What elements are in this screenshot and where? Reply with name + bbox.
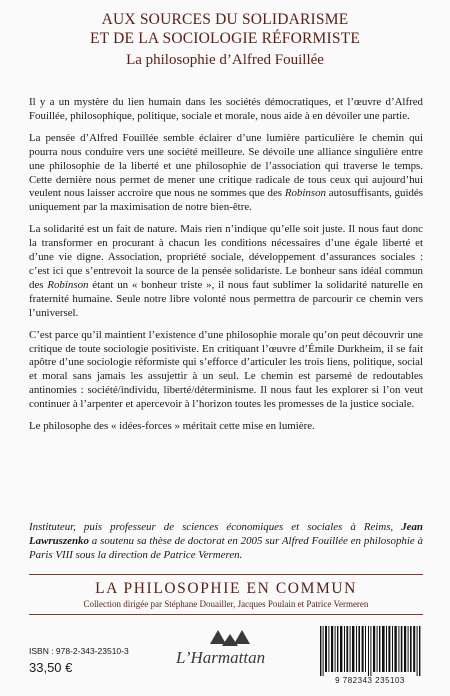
blurb-paragraph-4: C’est parce qu’il maintient l’existence d’une philosophie morale qu’on peut découvrir une critique de toute sociologie positiviste. En critiquant l’œuvre d’Émile Durkheim, il se fait apôtre d’une sociologie réformiste qui s’efforce d’articuler les trois liens, politique, social et moral sans jamais les assujettir à un seul. Le chemin est parsemé de redoutables antinomies : société/individu, liberté/déterminisme. Il nous faut les explorer si l’on veut continuer à l’arpenter et apercevoir à l’horizon toutes les promesses de la justice sociale. bbox=[29, 328, 423, 411]
isbn: ISBN : 978-2-343-23510-3 bbox=[29, 646, 129, 656]
book-title: AUX SOURCES DU SOLIDARISME ET DE LA SOCIOLOGIE RÉFORMISTE bbox=[89, 11, 361, 47]
barcode-icon bbox=[318, 626, 422, 676]
series-rule-top bbox=[29, 574, 423, 575]
author-bio: Instituteur, puis professeur de sciences économiques et sociales à Reims, Jean Lawruszenko a soutenu sa thèse de doctorat en 2005 sur Alfred Fouillée en philosophie à Paris VIII sous la direction de Patrice Vermeren. bbox=[29, 521, 423, 561]
blurb-paragraph-2: La pensée d’Alfred Fouillée semble éclairer d’une lumière particulière le chemin qui pourra nous conduire vers une société meilleure. Se dévoile une alliance singulière entre une philosophie de la liberté et une philosophie de l’association qui traverse le temps. Cette dernière nous permet de mener une critique radicale de tous ceux qui aujourd’hui veulent nous laisser accroire que nous ne sommes que des Robinson autosuffisants, guidés uniquement par la maximisation de notre bien-être. bbox=[29, 131, 423, 214]
blurb-paragraph-5: Le philosophe des « idées-forces » méritait cette mise en lumière. bbox=[29, 420, 315, 433]
author-name: Jean Lawruszenko bbox=[29, 521, 423, 547]
price: 33,50 € bbox=[29, 660, 73, 675]
publisher-name: L’Harmattan bbox=[176, 648, 266, 667]
book-subtitle: La philosophie d’Alfred Fouillée bbox=[126, 52, 324, 68]
blurb-paragraph-1: Il y a un mystère du lien humain dans les sociétés démocratiques, et l’œuvre d’Alfred Fouillée, philosophique, politique, sociale et morale, nous aide à en dévoiler une partie. bbox=[29, 96, 423, 122]
blurb-paragraph-3: La solidarité est un fait de nature. Mais rien n’indique qu’elle soit juste. Il nous faut donc la transformer en procurant à chacun les conditions nécessaires d’une égale liberté et d’une vie digne. Association, propriété sociale, développement d’assurances sociales : c’est ici que s’entrevoit la source de la pensée solidariste. Le bonheur sans idéal commun des Robinson étant un « bonheur triste », il nous faut sublimer la solidarité naturelle en fraternité humaine. Seule notre libre volonté nous permettra de parcourir ce chemin vers l’universel. bbox=[29, 223, 423, 319]
series-rule-bottom bbox=[29, 614, 423, 615]
barcode-number: 9 782343 235103 bbox=[335, 676, 405, 685]
blurb bbox=[29, 96, 423, 442]
series-name: LA PHILOSOPHIE EN COMMUN bbox=[95, 580, 357, 597]
series-direction: Collection dirigée par Stéphane Douailler, Jacques Poulain et Patrice Vermeren bbox=[83, 599, 369, 609]
